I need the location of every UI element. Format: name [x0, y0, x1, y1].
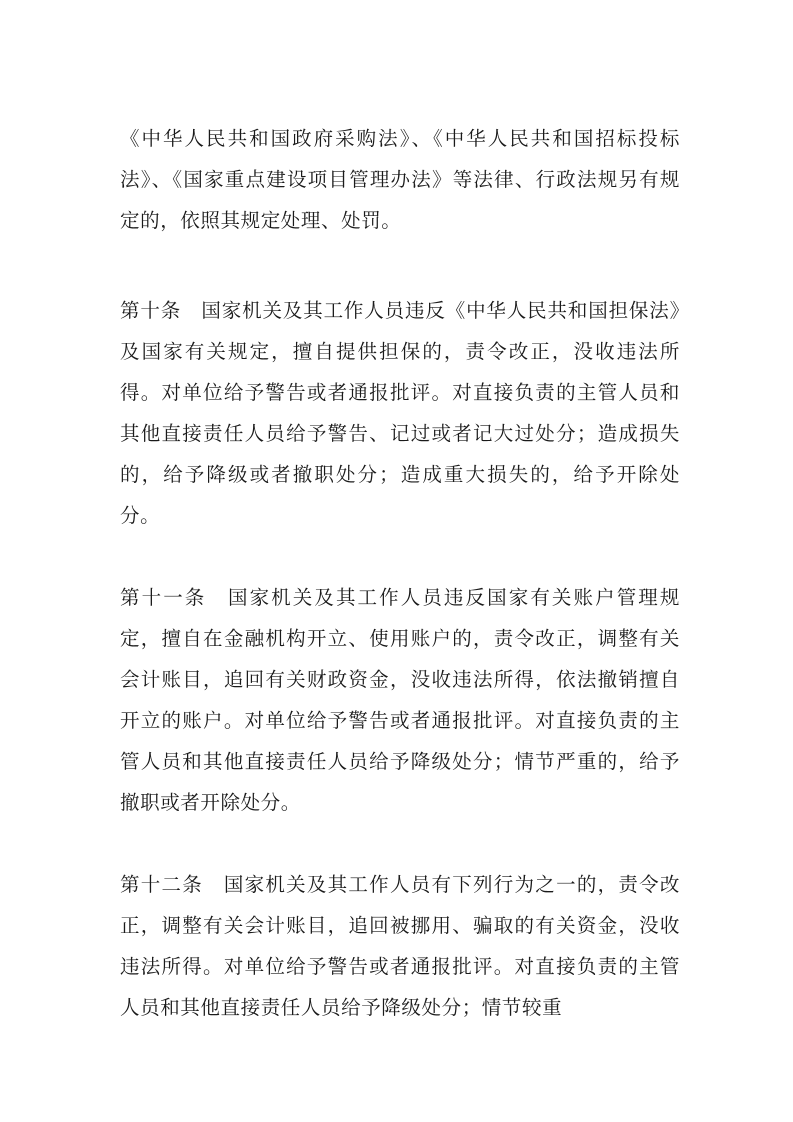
paragraph-article-11: 第十一条 国家机关及其工作人员违反国家有关账户管理规定，擅自在金融机构开立、使用账户的，责令改正，调整有关会计账目，追回有关财政资金，没收违法所得，依法撤销擅自开立的账户。对单位给予警告或者通报批评。对直接负责的主管人员和其他直接责任人员给予降级处分；情节严重的，给予撤职或者开除处分。 — [120, 585, 680, 814]
paragraph-article-12: 第十二条 国家机关及其工作人员有下列行为之一的，责令改正，调整有关会计账目，追回被挪用、骗取的有关资金，没收违法所得。对单位给予警告或者通报批评。对直接负责的主管人员和其他直接责任人员给予降级处分；情节较重 — [120, 872, 680, 1019]
paragraph-intro-clause: 《中华人民共和国政府采购法》、《中华人民共和国招标投标法》、《国家重点建设项目管理办法》等法律、行政法规另有规定的，依照其规定处理、处罚。 — [120, 126, 680, 232]
paragraph-article-10: 第十条 国家机关及其工作人员违反《中华人民共和国担保法》及国家有关规定，擅自提供担保的，责令改正，没收违法所得。对单位给予警告或者通报批评。对直接负责的主管人员和其他直接责任人员给予警告、记过或者记大过处分；造成损失的，给予降级或者撤职处分；造成重大损失的，给予开除处分。 — [120, 298, 680, 527]
